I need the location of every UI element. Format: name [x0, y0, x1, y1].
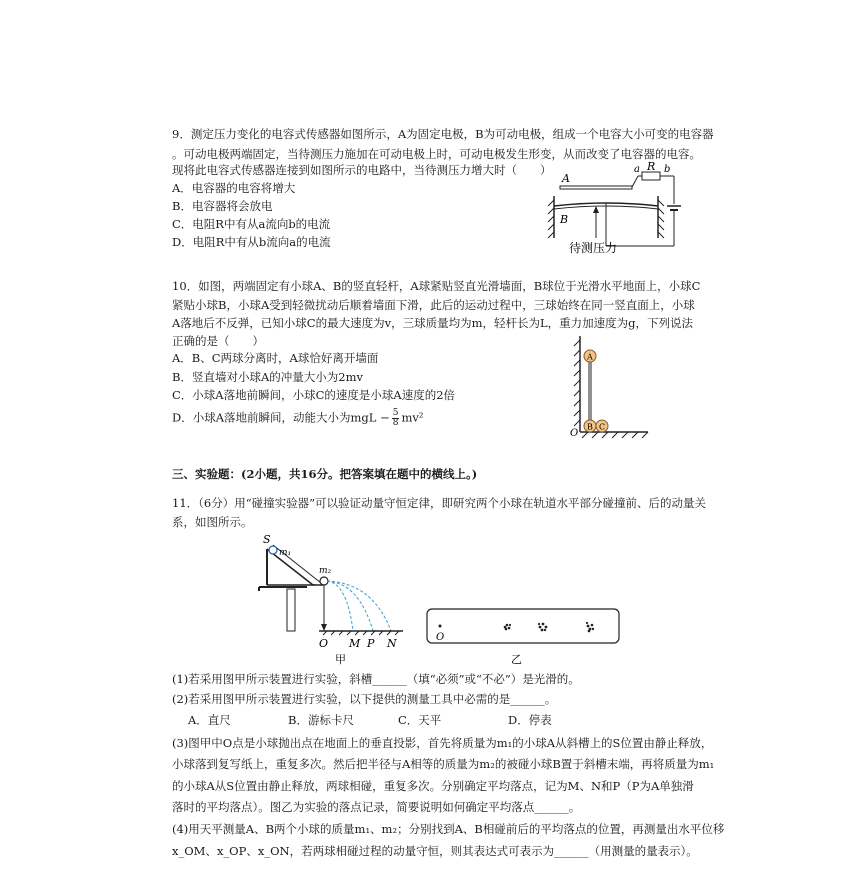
q10-option-c: C．小球A落地前瞬间，小球C的速度是小球A速度的2倍 — [172, 388, 456, 402]
q9-caption: 待测压力 — [569, 241, 618, 255]
q9-stem-line-1: 9．测定压力变化的电容式传感器如图所示，A为固定电极，B为可动电极，组成一个电容大小可变的电容器 — [172, 127, 714, 141]
q11-tool-d: D．停表 — [508, 713, 552, 727]
q11-sub-3-line-4: 落时的平均落点）。图乙为实验的落点记录，简要说明如何确定平均落点______。 — [172, 800, 581, 814]
q9-stem-line-3: 现将此电容式传感器连接到如图所示的电路中，当待测压力增大时（ ） — [172, 163, 552, 177]
q9-option-a: A．电容器的电容将增大 — [172, 181, 296, 195]
q11-tool-c: C．天平 — [398, 713, 442, 727]
q10-option-d — [172, 409, 423, 428]
q11-yi-label-O: O — [436, 632, 445, 643]
q11-label-M: M — [349, 637, 361, 650]
q9-stem-line-2: 。可动电极两端固定，当待测压力施加在可动电极上时，可动电极发生形变，从而改变了电容器的电容。 — [172, 147, 701, 161]
q11-landing-record-figure-yi — [425, 607, 625, 667]
q11-label-m1: m₁ — [279, 548, 292, 558]
q10-label-A: A — [587, 352, 593, 362]
q10-label-B: B — [587, 422, 593, 432]
q11-tool-a: A．直尺 — [188, 713, 231, 727]
q9-label-B: B — [560, 213, 569, 226]
q11-sub-3-line-3: 的小球A从S位置由静止释放，两球相碰，重复多次。分别确定平均落点，记为M、N和P（P为A单独滑 — [172, 779, 694, 793]
q10-stem-line-2: 紧贴小球B，小球A受到轻微扰动后顺着墙面下滑，此后的运动过程中，三球始终在同一竖直面上，小球 — [172, 298, 695, 312]
q10-option-d-prefix: D．小球A落地前瞬间，动能大小为mgL − — [172, 410, 390, 425]
q9-label-A: A — [562, 172, 570, 185]
q11-label-m2: m₂ — [319, 566, 332, 576]
q9-label-a: a — [634, 164, 640, 175]
q11-stem-line-2: 系，如图所示。 — [172, 515, 253, 529]
q11-stem-line-1: 11．（6分）用“碰撞实验器”可以验证动量守恒定律，即研究两个小球在轨道水平部分碰撞前、后的动量关 — [172, 496, 706, 510]
q9-label-b: b — [664, 164, 671, 175]
q11-label-O: O — [319, 637, 329, 650]
q11-sub-1: (1)若采用图甲所示装置进行实验，斜槽______（填“必须”或“不必”）是光滑的。 — [172, 672, 580, 686]
q9-option-b: B．电容器将会放电 — [172, 199, 273, 213]
q11-label-S: S — [263, 533, 271, 546]
q10-option-d-fraction — [392, 409, 400, 428]
q11-sub-4-line-1: (4)用天平测量A、B两个小球的质量m₁、m₂；分别找到A、B相碰前后的平均落点的位置，再测量出水平位移 — [172, 822, 725, 836]
q11-label-P: P — [367, 637, 375, 650]
q10-option-b: B．竖直墙对小球A的冲量大小为2mv — [172, 370, 363, 384]
q10-label-C: C — [599, 422, 606, 432]
q10-stem-line-4: 正确的是（ ） — [172, 334, 264, 348]
q11-caption-jia: 甲 — [335, 653, 346, 666]
q10-fraction-numerator: 5 — [392, 408, 399, 418]
q9-option-d: D．电阻R中有从b流向a的电流 — [172, 235, 331, 249]
section-3-title: 三、实验题：(2小题，共16分。把答案填在题中的横线上。) — [172, 467, 478, 481]
q9-capacitor-circuit-figure — [540, 160, 690, 258]
q9-label-R: R — [647, 160, 656, 173]
q9-option-c: C．电阻R中有从a流向b的电流 — [172, 217, 331, 231]
q11-sub-2: (2)若采用图甲所示装置进行实验，以下提供的测量工具中必需的是______。 — [172, 692, 557, 706]
q11-tool-b: B．游标卡尺 — [288, 713, 354, 727]
q11-sub-3-line-2: 小球落到复写纸上，重复多次。然后把半径与A相等的质量为m₂的被碰小球B置于斜槽末端，再将质量为m₁ — [172, 757, 715, 771]
q10-option-a: A．B、C两球分离时，A球恰好离开墙面 — [172, 351, 379, 365]
q11-caption-yi: 乙 — [511, 653, 522, 666]
q10-fraction-denominator: 8 — [392, 418, 399, 428]
q11-apparatus-figure-jia — [255, 535, 415, 665]
q10-label-O: O — [570, 428, 579, 439]
q10-rod-wall-figure — [568, 336, 678, 446]
q11-sub-3-line-1: (3)图甲中O点是小球抛出点在地面上的垂直投影，首先将质量为m₁的小球A从斜槽上的S位置由静止释放， — [172, 736, 713, 750]
q11-sub-4-line-2: x_OM、x_OP、x_ON，若两球相碰过程的动量守恒，则其表达式可表示为______（用测量的量表示）。 — [172, 844, 698, 858]
q10-stem-line-1: 10．如图，两端固定有小球A、B的竖直轻杆，A球紧贴竖直光滑墙面，B球位于光滑水平地面上，小球C — [172, 279, 701, 293]
q10-stem-line-3: A落地后不反弹，已知小球C的最大速度为v，三球质量均为m，轻杆长为L，重力加速度为g，下列说法 — [172, 316, 693, 330]
q11-label-N: N — [387, 637, 397, 650]
q10-option-d-suffix: mv² — [401, 410, 424, 425]
